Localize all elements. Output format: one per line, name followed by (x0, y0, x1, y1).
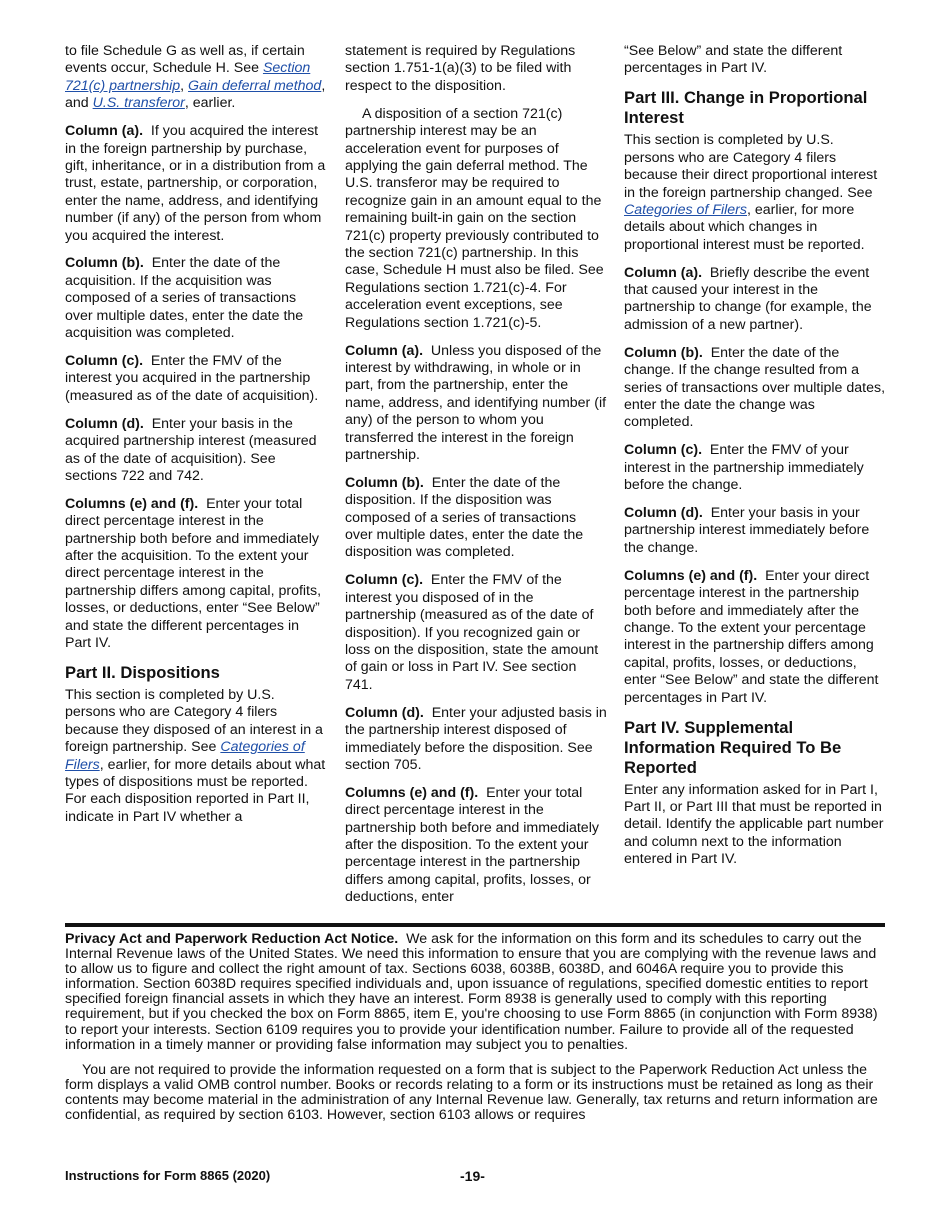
part2-columns-e-f: Columns (e) and (f). Enter your total direct percentage interest in the partnership both before and immediately after the disposition. To the extent your percentage interest in the partnership differs among capital, profits, losses, or deductions, enter (345, 784, 599, 906)
link-us-transferor[interactable]: U.S. transferor (92, 95, 185, 112)
section-divider (65, 923, 885, 927)
part2-column-c: Column (c). Enter the FMV of the interest you disposed of in the partnership (measured as of the date of disposition). If you recognized gain or loss on the disposition, state the amount of gain or loss in Part IV. See section 741. (345, 572, 599, 693)
privacy-act-notice (65, 932, 885, 1133)
privacy-paragraph-2: You are not required to provide the information requested on a form that is subject to the Paperwork Reduction Act unless the form displays a valid OMB control number. Books or records relating to a form or its instructions must be retained as long as their contents may become material in the administration of any Internal Revenue law. Generally, tax returns and return information are confidential, as required by section 6103. However, section 6103 allows or requires (65, 1061, 878, 1124)
footer-form-title: Instructions for Form 8865 (2020) (65, 1168, 271, 1183)
part3-intro: This section is completed by U.S. persons who are Category 4 filers because their direct proportional interest in the foreign partnership changed. See Categories of Filers, earlier, for more details about which changes in proportional interest must be reported. (624, 132, 878, 253)
link-gain-deferral-method[interactable]: Gain deferral method (188, 77, 322, 94)
part3-column-d: Column (d). Enter your basis in your partnership interest immediately before the change. (624, 505, 870, 556)
acceleration-event-paragraph: A disposition of a section 721(c) partnership interest may be an acceleration event for purposes of applying the gain deferral method. The U.S. transferor may be required to recognize gain in an amount equal to the remaining built-in gain on the section 721(c) property previously contributed to the section 721(c) partnership. In this case, Schedule H must also be filed. See Regulations section 1.721(c)-4. For acceleration event exceptions, see Regulations section 1.721(c)-5. (345, 105, 604, 331)
page-number: -19- (460, 1168, 485, 1184)
part4-text: Enter any information asked for in Part I, Part II, or Part III that must be reported in detail. Identify the applicable part number and column next to the information entered in Part IV. (624, 781, 884, 868)
part2-intro: This section is completed by U.S. persons who are Category 4 filers because they disposed of an interest in a foreign partnership. See Categories of Filers, earlier, for more details about what types of dispositions must be reported. For each disposition reported in Part II, indicate in Part IV whether a (65, 687, 326, 825)
part3-heading: Part III. Change in Proportional Interest (624, 88, 868, 128)
link-categories-of-filers[interactable]: Categories of Filers (65, 739, 305, 773)
privacy-paragraph-1: Privacy Act and Paperwork Reduction Act Notice. We ask for the information on this form and its schedules to carry out the Internal Revenue laws of the United States. We need this information to ensure that you are complying with the revenue laws and to allow us to figure and collect the right amount of tax. Sections 6038, 6038B, 6038D, and 6046A require you to provide this information. Section 6038D requires specified individuals and, upon issuance of regulations, specified domestic entities to report specified foreign financial assets in which they have an interest. Form 8938 is generally used to comply with this reporting requirement, but if you checked the box on Form 8865, item E, you're choosing to use Form 8865 (in conjunction with Form 8938) to report your interests. Section 6109 requires you to provide your identification number. Failure to provide all of the requested information in a timely manner or providing false information may subject you to penalties. (65, 931, 878, 1053)
part1-column-b: Column (b). Enter the date of the acquisition. If the acquisition was composed of a series of transactions over multiple dates, enter the date the acquisition was completed. (65, 255, 304, 342)
part2-column-d: Column (d). Enter your adjusted basis in the partnership interest disposed of immediately before the disposition. See section 705. (345, 704, 607, 773)
part1-column-a: Column (a). If you acquired the interest in the foreign partnership by purchase, gift, inheritance, or in a distribution from a trust, estate, partnership, or corporation, enter the name, address, and identifying number (if any) of the person from whom you acquired the interest. (65, 123, 326, 244)
part1-column-d: Column (d). Enter your basis in the acquired partnership interest (measured as of the date of acquisition). See sections 722 and 742. (65, 415, 317, 484)
part2-column-a: Column (a). Unless you disposed of the interest by withdrawing, in whole or in part, from the partnership, enter the name, address, and identifying number (if any) of the person to whom you transferred the interest in the foreign partnership. (345, 342, 607, 463)
part3-columns-e-f: Columns (e) and (f). Enter your direct percentage interest in the partnership both before and immediately after the change. To the extent your percentage interest in the partnership differs among capital, profits, losses, or deductions, enter “See Below” and state the different percentages in Part IV. (624, 567, 879, 706)
part1-columns-e-f: Columns (e) and (f). Enter your total direct percentage interest in the partnership both before and immediately after the acquisition. To the extent your direct percentage interest in the partnership differs among capital, profits, losses, or deductions, enter “See Below” and state the different percentages in Part IV. (65, 495, 322, 652)
part1-column-c: Column (c). Enter the FMV of the interest you acquired in the partnership (measured as of the date of acquisition). (65, 353, 319, 404)
part3-column-a: Column (a). Briefly describe the event that caused your interest in the partnership to change (for example, the admission of a new partner). (624, 264, 872, 333)
part3-column-b: Column (b). Enter the date of the change. If the change resulted from a series of transactions over multiple dates, enter the date the change was completed. (624, 344, 886, 431)
intro-paragraph: to file Schedule G as well as, if certain events occur, Schedule H. See Section 721(c) partnership, Gain deferral method, and U.S. transferor, earlier. (65, 43, 326, 112)
part2-heading: Part II. Dispositions (65, 663, 220, 682)
part2-column-b: Column (b). Enter the date of the disposition. If the disposition was composed of a series of transactions over multiple dates, enter the date the disposition was completed. (345, 474, 584, 561)
part2-columns-e-f-continued: “See Below” and state the different percentages in Part IV. (624, 43, 843, 77)
part4-heading: Part IV. Supplemental Information Required To Be Reported (624, 717, 842, 777)
link-section-721c-partnership[interactable]: Section 721(c) partnership (65, 60, 311, 94)
column-2 (345, 43, 607, 917)
part3-column-c: Column (c). Enter the FMV of your interest in the partnership immediately before the change. (624, 442, 864, 494)
link-categories-of-filers[interactable]: Categories of Filers (624, 201, 748, 218)
column-1 (65, 43, 327, 837)
column-3 (624, 43, 886, 879)
part2-continued: statement is required by Regulations section 1.751-1(a)(3) to be filed with respect to the disposition. (345, 43, 576, 94)
